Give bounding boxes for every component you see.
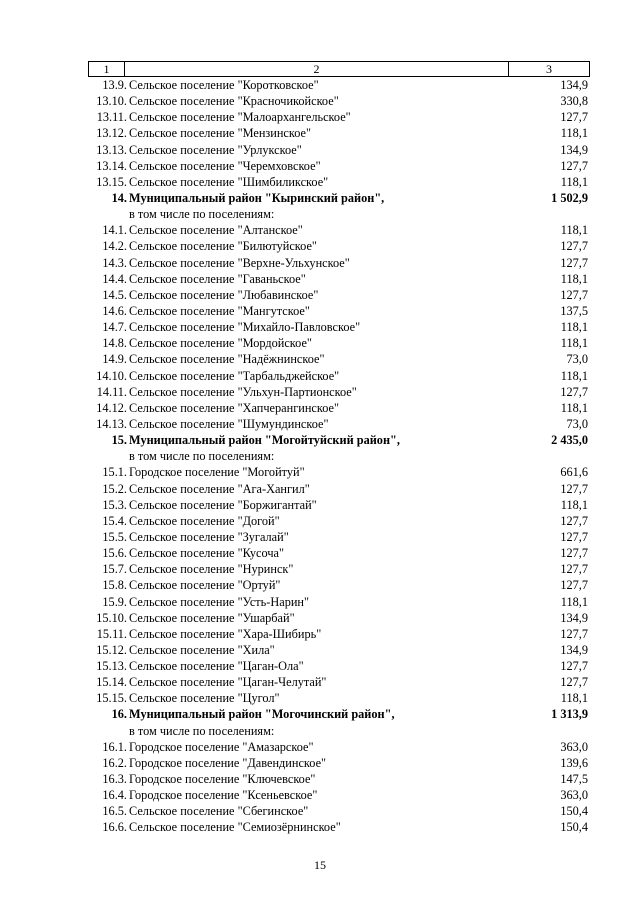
table-row	[88, 93, 588, 109]
row-label: Муниципальный район "Могойтуйский район",	[129, 433, 400, 448]
table-row	[88, 335, 588, 351]
table-row	[88, 497, 588, 513]
row-number: 15.9.	[102, 594, 127, 609]
table-row	[88, 77, 588, 93]
row-label: Сельское поселение "Гаваньское"	[129, 271, 306, 286]
row-number: 15.7.	[102, 562, 127, 577]
row-label: Сельское поселение "Алтанское"	[129, 223, 303, 238]
row-label: Сельское поселение "Ага-Хангил"	[129, 481, 310, 496]
row-number: 14.1.	[102, 223, 127, 238]
table-row	[88, 819, 588, 835]
row-label: Сельское поселение "Мордойское"	[129, 336, 312, 351]
table-row	[88, 545, 588, 561]
row-number	[88, 206, 129, 222]
row-value: 139,6	[560, 755, 588, 770]
row-value: 134,9	[560, 142, 588, 157]
row-number	[88, 448, 129, 464]
row-number: 14.5.	[102, 287, 127, 302]
table-row	[88, 238, 588, 254]
row-value: 134,9	[560, 642, 588, 657]
table-row	[88, 351, 588, 367]
row-value: 127,7	[560, 287, 588, 302]
row-label: Сельское поселение "Усть-Нарин"	[129, 594, 310, 609]
table-row	[88, 303, 588, 319]
row-label: Сельское поселение "Тарбальджейское"	[129, 368, 340, 383]
row-label: в том числе по поселениям:	[129, 207, 275, 222]
table-row	[88, 690, 588, 706]
row-label: Сельское поселение "Ульхун-Партионское"	[129, 384, 357, 399]
row-value: 127,7	[560, 675, 588, 690]
row-label: Сельское поселение "Цаган-Ола"	[129, 659, 304, 674]
row-value: 118,1	[560, 368, 588, 383]
row-value: 150,4	[560, 804, 588, 819]
table-row	[88, 577, 588, 593]
row-number: 14.4.	[102, 271, 127, 286]
row-value	[508, 448, 588, 464]
row-label: Сельское поселение "Красночикойское"	[129, 94, 339, 109]
table-row	[88, 255, 588, 271]
row-label: Сельское поселение "Коротковское"	[129, 78, 319, 92]
row-value: 127,7	[560, 626, 588, 641]
table-row	[88, 594, 588, 610]
row-label: Сельское поселение "Нуринск"	[129, 562, 294, 577]
table-row	[88, 206, 588, 222]
row-label: Муниципальный район "Могочинский район",	[129, 707, 395, 722]
row-value: 118,1	[560, 126, 588, 141]
row-number: 13.12.	[96, 126, 127, 141]
row-number: 15.5.	[102, 529, 127, 544]
row-label: Сельское поселение "Ортуй"	[129, 578, 281, 593]
row-number: 15.2.	[102, 481, 127, 496]
page-number: 15	[314, 858, 326, 872]
row-label: Сельское поселение "Ушарбай"	[129, 610, 295, 625]
row-number: 13.15.	[96, 174, 127, 189]
row-value: 2 435,0	[551, 433, 588, 448]
row-number: 14.9.	[102, 352, 127, 367]
row-number: 14.8.	[102, 336, 127, 351]
row-number: 13.9.	[102, 78, 127, 92]
row-value: 118,1	[560, 594, 588, 609]
row-number: 14.	[111, 190, 127, 205]
row-number: 14.6.	[102, 303, 127, 318]
table-row	[88, 448, 588, 464]
row-value: 118,1	[560, 497, 588, 512]
row-value: 127,7	[560, 481, 588, 496]
row-label: Сельское поселение "Зугалай"	[129, 529, 289, 544]
row-label: Сельское поселение "Цаган-Челутай"	[129, 675, 327, 690]
table-row	[88, 109, 588, 125]
row-label: Сельское поселение "Хара-Шибирь"	[129, 626, 322, 641]
row-value: 127,7	[560, 659, 588, 674]
row-label: Сельское поселение "Надёжнинское"	[129, 352, 325, 367]
row-label: Сельское поселение "Хила"	[129, 642, 275, 657]
table-row	[88, 271, 588, 287]
row-value: 363,0	[560, 739, 588, 754]
row-label: в том числе по поселениям:	[129, 449, 275, 464]
row-label: Сельское поселение "Мензинское"	[129, 126, 312, 141]
row-number: 13.14.	[96, 158, 127, 173]
row-number: 15.14.	[96, 675, 127, 690]
district-total-row	[88, 706, 588, 722]
row-value: 127,7	[560, 513, 588, 528]
row-value: 363,0	[560, 788, 588, 803]
row-value: 1 313,9	[551, 707, 588, 722]
row-number: 15.1.	[102, 465, 127, 480]
row-label: Сельское поселение "Урлукское"	[129, 142, 302, 157]
row-number: 16.4.	[102, 788, 127, 803]
row-label: Сельское поселение "Верхне-Ульхунское"	[129, 255, 350, 270]
table-row	[88, 125, 588, 141]
table-row	[88, 319, 588, 335]
row-label: Сельское поселение "Догой"	[129, 513, 280, 528]
row-value: 127,7	[560, 578, 588, 593]
row-number: 13.11.	[96, 110, 127, 125]
header-col-1: 1	[89, 62, 125, 76]
row-value: 147,5	[560, 772, 588, 787]
table-row	[88, 368, 588, 384]
header-col-3: 3	[546, 62, 552, 76]
row-value: 1 502,9	[551, 190, 588, 205]
row-number: 14.13.	[96, 416, 127, 431]
row-value: 127,7	[560, 562, 588, 577]
row-value: 73,0	[566, 416, 588, 431]
row-value: 118,1	[560, 223, 588, 238]
table-row	[88, 158, 588, 174]
table-header	[88, 61, 590, 77]
row-number: 16.5.	[102, 804, 127, 819]
row-label: Сельское поселение "Мангутское"	[129, 303, 310, 318]
row-number: 16.2.	[102, 755, 127, 770]
row-value: 118,1	[560, 320, 588, 335]
row-number: 14.10.	[96, 368, 127, 383]
table-row	[88, 803, 588, 819]
row-label: Сельское поселение "Шимбиликское"	[129, 174, 329, 189]
row-label: Городское поселение "Могойтуй"	[129, 465, 305, 480]
row-number: 15.	[111, 433, 127, 448]
row-value	[508, 206, 588, 222]
row-value: 127,7	[560, 529, 588, 544]
district-total-row	[88, 432, 588, 448]
row-label: Городское поселение "Ключевское"	[129, 772, 316, 787]
table-body	[88, 77, 588, 836]
row-number: 15.12.	[96, 642, 127, 657]
row-value: 127,7	[560, 546, 588, 561]
row-value: 127,7	[560, 384, 588, 399]
row-value: 118,1	[560, 271, 588, 286]
table-row	[88, 287, 588, 303]
row-label: Сельское поселение "Боржигантай"	[129, 497, 317, 512]
header-col-2: 2	[125, 62, 509, 76]
table-row	[88, 674, 588, 690]
row-number: 14.12.	[96, 400, 127, 415]
row-number: 15.10.	[96, 610, 127, 625]
row-label: Сельское поселение "Малоархангельское"	[129, 110, 351, 125]
row-value: 127,7	[560, 239, 588, 254]
table-row	[88, 384, 588, 400]
row-number: 16.1.	[102, 739, 127, 754]
table-row	[88, 755, 588, 771]
row-number: 14.7.	[102, 320, 127, 335]
table-row	[88, 561, 588, 577]
row-label: в том числе по поселениям:	[129, 723, 275, 738]
row-number: 14.2.	[102, 239, 127, 254]
table-row	[88, 464, 588, 480]
row-label: Сельское поселение "Цугол"	[129, 691, 280, 706]
row-number: 15.8.	[102, 578, 127, 593]
row-label: Сельское поселение "Хапчерангинское"	[129, 400, 339, 415]
row-number: 14.3.	[102, 255, 127, 270]
district-total-row	[88, 190, 588, 206]
row-value: 127,7	[560, 255, 588, 270]
row-value: 127,7	[560, 110, 588, 125]
row-value: 118,1	[560, 336, 588, 351]
row-label: Сельское поселение "Кусоча"	[129, 546, 284, 561]
row-label: Городское поселение "Давендинское"	[129, 755, 327, 770]
row-value: 134,9	[560, 78, 588, 92]
row-number: 14.11.	[96, 384, 127, 399]
table-row	[88, 642, 588, 658]
row-value: 127,7	[560, 158, 588, 173]
row-label: Сельское поселение "Семиозёрнинское"	[129, 820, 341, 835]
row-number: 13.13.	[96, 142, 127, 157]
row-value	[508, 723, 588, 739]
table-row	[88, 416, 588, 432]
row-label: Сельское поселение "Любавинское"	[129, 287, 319, 302]
row-number: 15.6.	[102, 546, 127, 561]
row-value: 150,4	[560, 820, 588, 835]
row-label: Сельское поселение "Михайло-Павловское"	[129, 320, 361, 335]
row-number: 15.13.	[96, 659, 127, 674]
row-value: 73,0	[566, 352, 588, 367]
row-value: 118,1	[560, 400, 588, 415]
table-row	[88, 142, 588, 158]
row-label: Сельское поселение "Билютуйское"	[129, 239, 317, 254]
table-row	[88, 771, 588, 787]
row-number: 15.3.	[102, 497, 127, 512]
row-value: 118,1	[560, 691, 588, 706]
row-number	[88, 723, 129, 739]
row-number: 13.10.	[96, 94, 127, 109]
row-number: 16.6.	[102, 820, 127, 835]
table-row	[88, 723, 588, 739]
row-label: Сельское поселение "Сбегинское"	[129, 804, 309, 819]
row-number: 16.3.	[102, 772, 127, 787]
row-number: 15.15.	[96, 691, 127, 706]
table-row	[88, 481, 588, 497]
row-number: 15.4.	[102, 513, 127, 528]
table-row	[88, 529, 588, 545]
row-value: 137,5	[560, 303, 588, 318]
table-row	[88, 739, 588, 755]
row-number: 16.	[111, 707, 127, 722]
table-row	[88, 787, 588, 803]
table-row	[88, 610, 588, 626]
row-value: 134,9	[560, 610, 588, 625]
table-row	[88, 658, 588, 674]
table-row	[88, 400, 588, 416]
row-label: Городское поселение "Ксеньевское"	[129, 788, 318, 803]
row-value: 661,6	[560, 465, 588, 480]
row-label: Городское поселение "Амазарское"	[129, 739, 314, 754]
row-label: Сельское поселение "Шумундинское"	[129, 416, 329, 431]
row-value: 330,8	[560, 94, 588, 109]
table-row	[88, 513, 588, 529]
table-row	[88, 174, 588, 190]
row-label: Муниципальный район "Кыринский район",	[129, 190, 385, 205]
table-row	[88, 626, 588, 642]
row-number: 15.11.	[96, 626, 127, 641]
row-value: 118,1	[560, 174, 588, 189]
row-label: Сельское поселение "Черемховское"	[129, 158, 321, 173]
table-row	[88, 222, 588, 238]
